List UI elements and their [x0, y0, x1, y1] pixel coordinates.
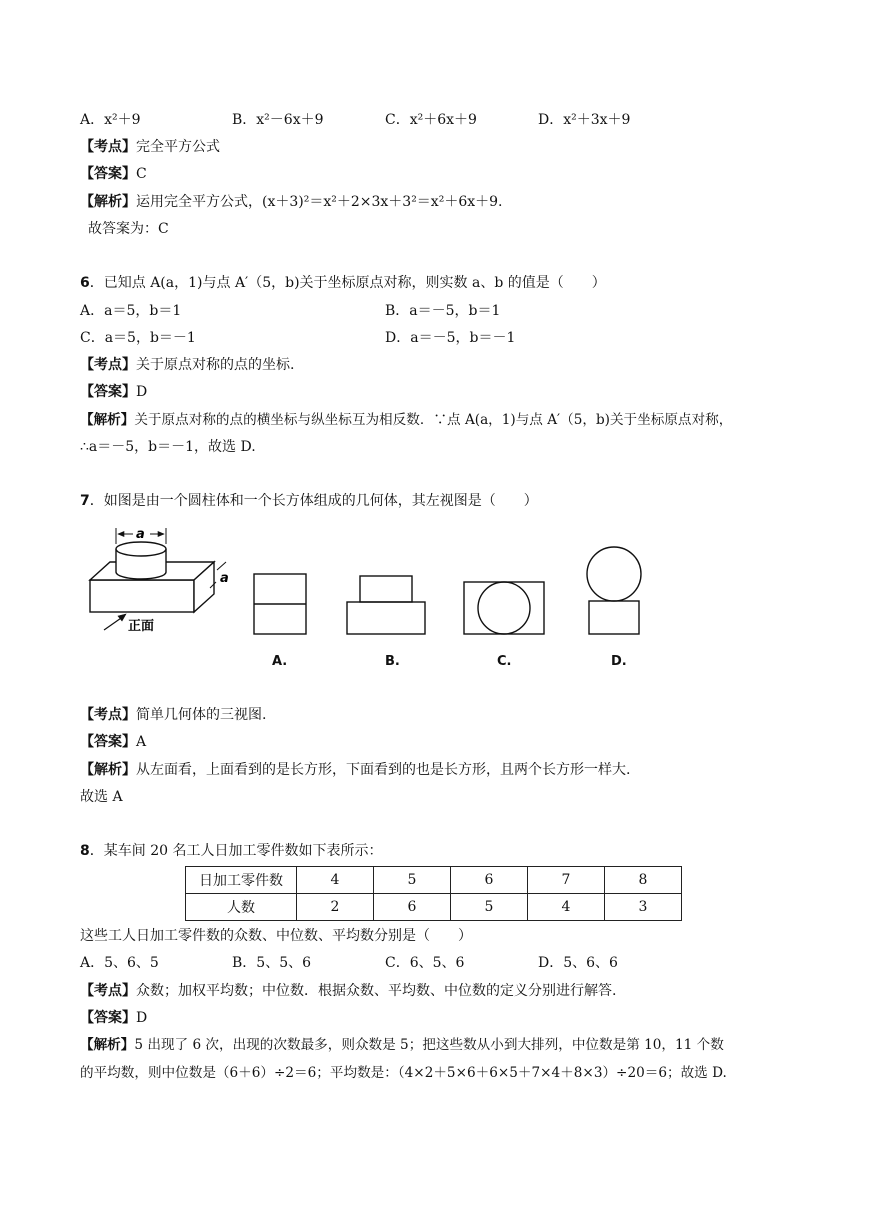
q8-kaodian [80, 981, 616, 1001]
q7-choice-c-label: C. [497, 654, 512, 669]
table-cell: 2 [297, 894, 374, 921]
q5-jiexi-text: 运用完全平方公式，(x＋3)²＝x²＋2×3x＋3²＝x²＋6x＋9. [136, 194, 503, 210]
q7-choice-c-figure [462, 580, 546, 636]
kaodian-tag: 【考点】 [80, 707, 136, 723]
q7-solid-figure [80, 522, 230, 637]
q6-jiexi-text: 关于原点对称的点的横坐标与纵坐标互为相反数．∵点 A(a，1)与点 A′（5，b)关于坐标原点对称， [134, 412, 733, 428]
q6-stem [80, 273, 606, 293]
q6-option-c: C．a＝5，b＝－1 [80, 330, 196, 346]
table-cell: 4 [297, 867, 374, 894]
q8-jiexi-text: 5 出现了 6 次，出现的次数最多，则众数是 5；把这些数从小到大排列，中位数是第 10，11 个数 [134, 1037, 724, 1053]
q6-answer-text: D [136, 384, 148, 400]
q7-dim-a-side: a [220, 571, 229, 586]
q7-kaodian-text: 简单几何体的三视图. [136, 707, 267, 723]
q6-option-d: D．a＝－5，b＝－1 [385, 330, 516, 346]
q7-dim-a-top: a [136, 527, 145, 542]
table-row [186, 894, 682, 921]
q5-jiexi [80, 192, 502, 212]
q7-number: 7 [80, 493, 90, 509]
q8-option-a: A．5、6、5 [80, 955, 159, 971]
q8-jiexi [80, 1035, 724, 1055]
kaodian-tag: 【考点】 [80, 983, 136, 999]
jiexi-tag: 【解析】 [80, 412, 135, 428]
q7-choice-a-label: A. [272, 654, 288, 669]
q8-answer-text: D [136, 1010, 148, 1026]
q7-choice-b-figure [345, 574, 427, 636]
q7-choice-a-figure [252, 572, 308, 636]
table-cell: 7 [528, 867, 605, 894]
jiexi-tag: 【解析】 [80, 194, 136, 210]
q7-front-label: 正面 [128, 619, 155, 634]
table-cell: 6 [451, 867, 528, 894]
table-cell: 日加工零件数 [186, 867, 297, 894]
q7-conclusion: 故选 A [80, 789, 123, 805]
q8-option-c: C．6、5、6 [385, 955, 465, 971]
table-row [186, 867, 682, 894]
q5-answer-text: C [136, 166, 147, 182]
table-cell: 8 [605, 867, 682, 894]
q6-option-b: B．a＝－5，b＝1 [385, 303, 501, 319]
table-cell: 5 [451, 894, 528, 921]
kaodian-tag: 【考点】 [80, 357, 136, 373]
q7-answer-text: A [136, 734, 147, 750]
q8-data-table [185, 866, 682, 921]
q8-stem-text: ．某车间 20 名工人日加工零件数如下表所示： [89, 843, 383, 859]
table-cell: 3 [605, 894, 682, 921]
q6-answer [80, 382, 147, 402]
q5-option-c: C．x²＋6x＋9 [385, 112, 477, 128]
q8-option-b: B．5、5、6 [232, 955, 312, 971]
q5-option-a: A．x²＋9 [80, 112, 141, 128]
q8-jiexi-line2: 的平均数，则中位数是（6＋6）÷2＝6；平均数是：（4×2＋5×6＋6×5＋7×4＋8×3）÷20＝6；故选 D. [80, 1065, 727, 1081]
q8-kaodian-text: 众数；加权平均数；中位数．根据众数、平均数、中位数的定义分别进行解答. [136, 983, 617, 999]
q8-number: 8 [80, 843, 90, 859]
q5-option-b: B．x²－6x＋9 [232, 112, 324, 128]
answer-tag: 【答案】 [80, 1010, 136, 1026]
q7-stem-text: ．如图是由一个圆柱体和一个长方体组成的几何体，其左视图是（ ） [89, 493, 538, 509]
q5-answer [80, 164, 147, 184]
answer-tag: 【答案】 [80, 384, 136, 400]
q5-option-d: D．x²＋3x＋9 [538, 112, 631, 128]
q6-number: 6 [80, 275, 90, 291]
q8-stem [80, 841, 382, 861]
table-cell: 6 [374, 894, 451, 921]
q5-kaodian-text: 完全平方公式 [136, 139, 220, 155]
q6-option-a: A．a＝5，b＝1 [80, 303, 182, 319]
q8-question: 这些工人日加工零件数的众数、中位数、平均数分别是（ ） [80, 928, 472, 944]
q5-conclusion: 故答案为：C [88, 221, 169, 237]
q8-answer [80, 1008, 147, 1028]
q6-kaodian-text: 关于原点对称的点的坐标. [136, 357, 295, 373]
q6-jiexi [80, 410, 732, 430]
q7-jiexi [80, 760, 630, 780]
jiexi-tag: 【解析】 [80, 762, 136, 778]
q7-choice-d-label: D. [611, 654, 627, 669]
q6-stem-text: ．已知点 A(a，1)与点 A′（5，b)关于坐标原点对称，则实数 a、b 的值是（ ） [89, 275, 606, 291]
q7-choice-b-label: B. [385, 654, 400, 669]
table-cell: 人数 [186, 894, 297, 921]
q6-kaodian [80, 355, 294, 375]
kaodian-tag: 【考点】 [80, 139, 136, 155]
q8-option-d: D．5、6、6 [538, 955, 618, 971]
q5-kaodian [80, 137, 220, 157]
table-cell: 4 [528, 894, 605, 921]
q7-kaodian [80, 705, 266, 725]
q7-answer [80, 732, 146, 752]
jiexi-tag: 【解析】 [80, 1037, 135, 1053]
answer-tag: 【答案】 [80, 734, 136, 750]
q6-jiexi-line2: ∴a＝－5，b＝－1，故选 D. [80, 439, 256, 455]
answer-tag: 【答案】 [80, 166, 136, 182]
q7-stem [80, 491, 538, 511]
table-cell: 5 [374, 867, 451, 894]
q7-choice-d-figure [586, 545, 642, 636]
q7-jiexi-text: 从左面看，上面看到的是长方形，下面看到的也是长方形，且两个长方形一样大. [136, 762, 631, 778]
